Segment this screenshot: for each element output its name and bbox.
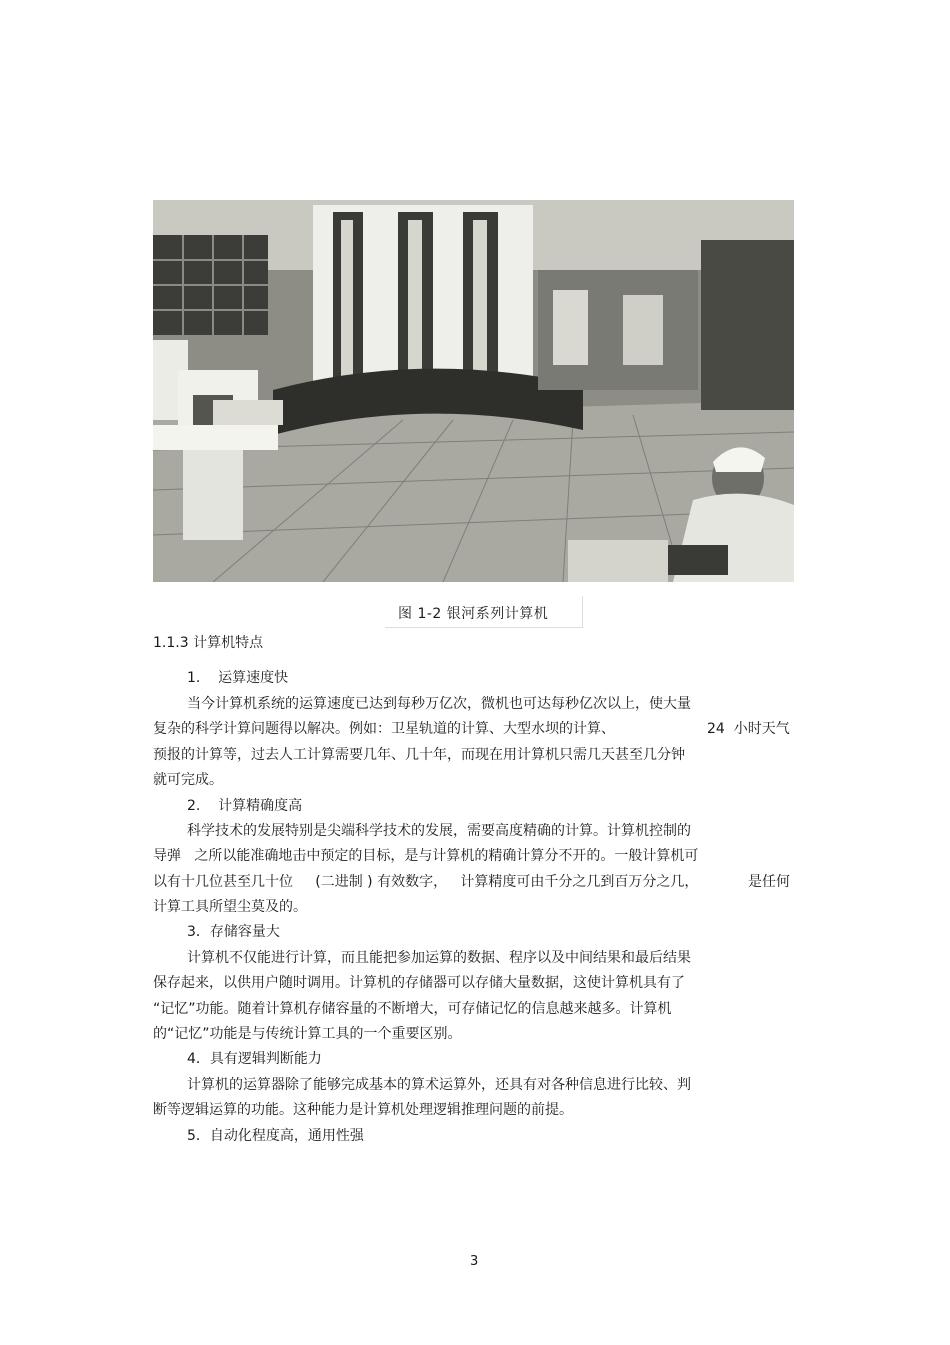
paragraph-line: 计算机不仅能进行计算，而且能把参加运算的数据、程序以及中间结果和最后结果 [187, 950, 691, 966]
paragraph-line: 当今计算机系统的运算速度已达到每秒万亿次，微机也可达每秒亿次以上，使大量 [187, 696, 691, 712]
figure-photo [153, 200, 794, 582]
paragraph-line: 24 小时天气 [707, 721, 790, 737]
paragraph-line: 预报的计算等，过去人工计算需要几年、几十年，而现在用计算机只需几天甚至几分钟 [153, 747, 685, 763]
paragraph-line: 以有十几位甚至几十位 (二进制 ) 有效数字， 计算精度可由千分之几到百万分之几， [153, 874, 699, 890]
paragraph-line: 的“记忆”功能是与传统计算工具的一个重要区别。 [153, 1026, 462, 1042]
paragraph-line: 导弹 之所以能准确地击中预定的目标，是与计算机的精确计算分不开的。一般计算机可 [153, 848, 699, 864]
heading-automation: 5．自动化程度高，通用性强 [187, 1128, 364, 1144]
paragraph-line: 保存起来，以供用户随时调用。计算机的存储器可以存储大量数据，这使计算机具有了 [153, 975, 685, 991]
figure-caption: 图 1-2 银河系列计算机 [398, 606, 549, 622]
heading-speed: 1. 运算速度快 [187, 670, 289, 686]
paragraph-line: “记忆”功能。随着计算机存储容量的不断增大，可存储记忆的信息越来越多。计算机 [153, 1001, 672, 1017]
heading-precision: 2. 计算精确度高 [187, 798, 303, 814]
heading-logic: 4．具有逻辑判断能力 [187, 1051, 322, 1067]
paragraph-line: 就可完成。 [153, 772, 223, 788]
section-title: 1.1.3 计算机特点 [153, 635, 264, 651]
paragraph-line: 断等逻辑运算的功能。这种能力是计算机处理逻辑推理问题的前提。 [153, 1102, 573, 1118]
paragraph-line: 计算工具所望尘莫及的。 [153, 899, 307, 915]
paragraph-line: 是任何 [748, 874, 790, 890]
heading-storage: 3．存储容量大 [187, 924, 280, 940]
paragraph-line: 计算机的运算器除了能够完成基本的算术运算外，还具有对各种信息进行比较、判 [187, 1077, 691, 1093]
page-number: 3 [470, 1254, 479, 1269]
paragraph-line: 科学技术的发展特别是尖端科学技术的发展，需要高度精确的计算。计算机控制的 [187, 823, 691, 839]
paragraph-line: 复杂的科学计算问题得以解决。例如：卫星轨道的计算、大型水坝的计算、 [153, 721, 615, 737]
